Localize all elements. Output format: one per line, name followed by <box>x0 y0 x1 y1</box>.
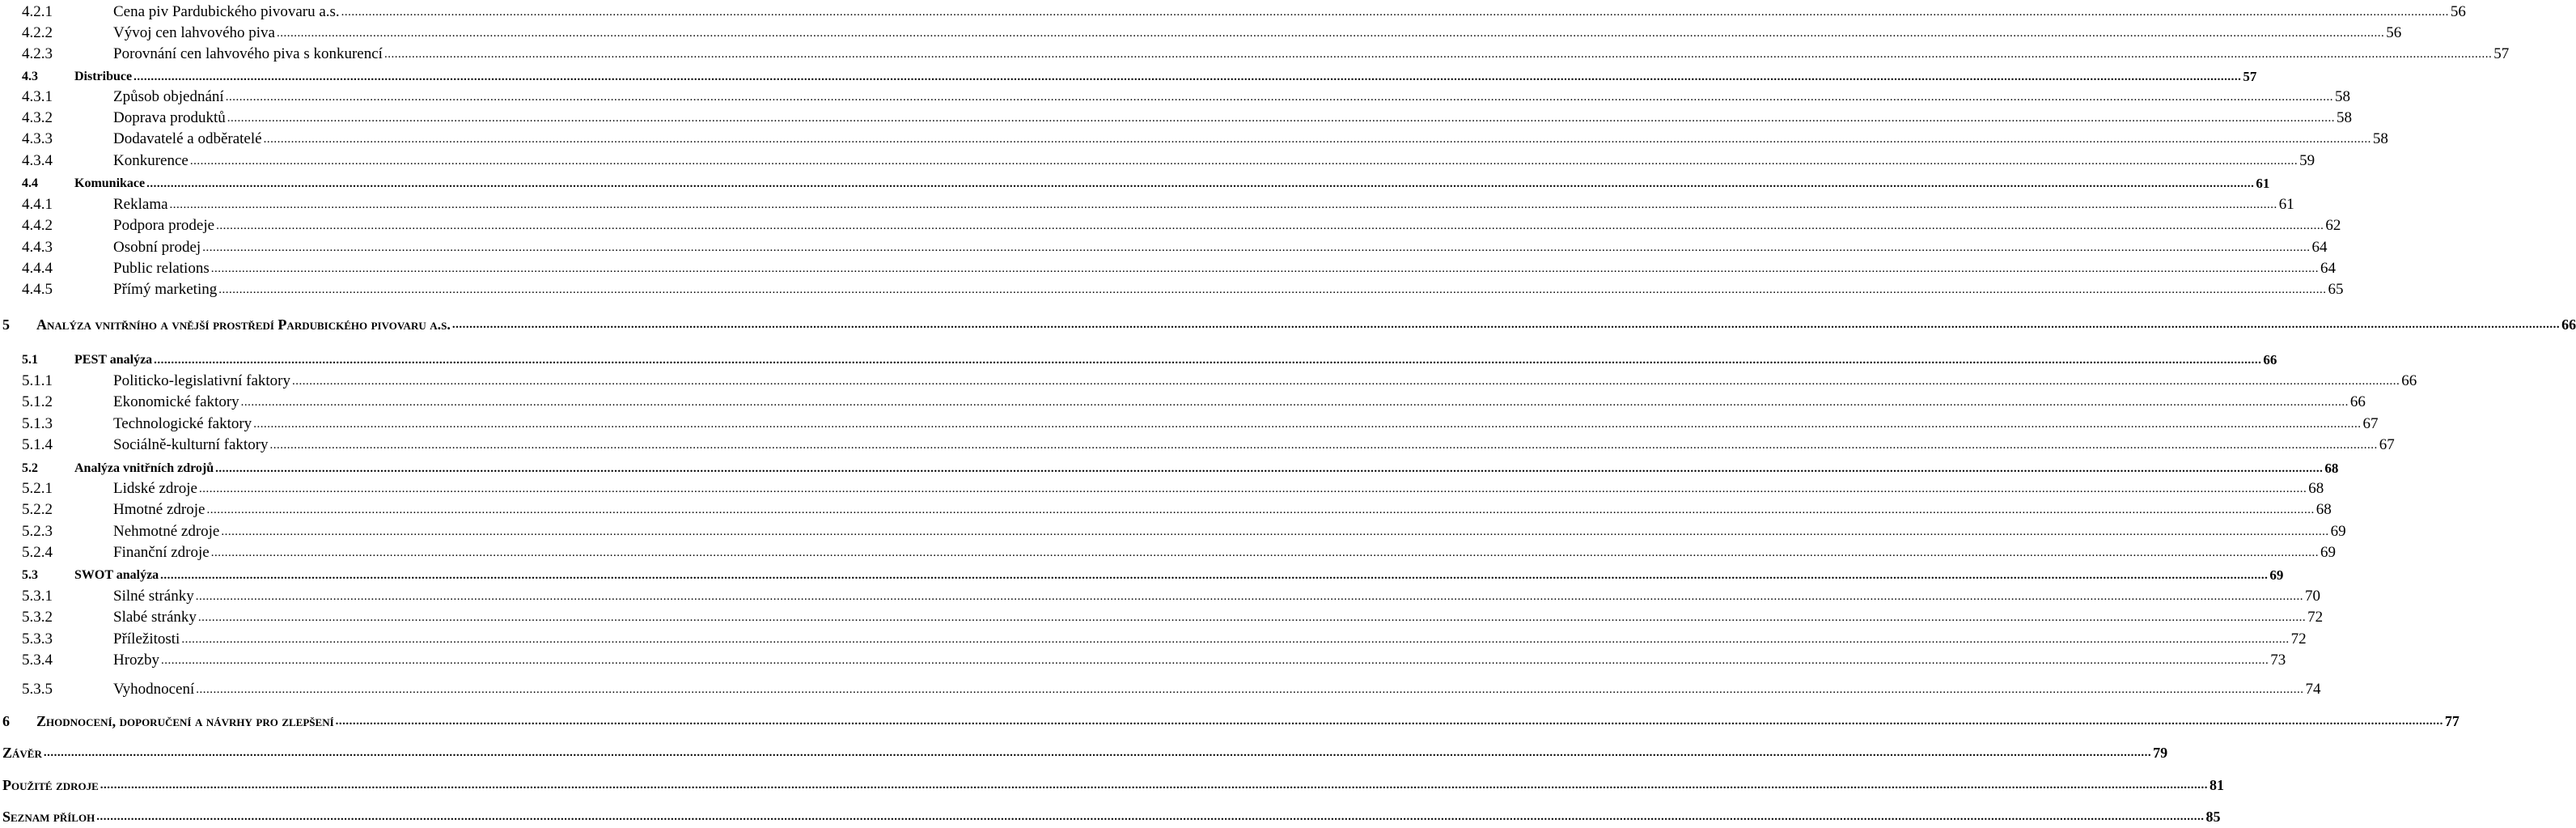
toc-entry-page-number: 66 <box>2263 352 2277 367</box>
toc-entry[interactable] <box>0 149 2315 170</box>
toc-entry-page-number: 72 <box>2307 609 2324 626</box>
toc-dot-leader: ..................................................................................................................................................................................................................................................................................................................................................................................................................................................................................................................................................................................................................................... <box>269 439 2378 452</box>
toc-entry[interactable] <box>0 0 2466 21</box>
toc-dot-leader: ..................................................................................................................................................................................................................................................................................................................................................................................................................................................................................................................................................................................................................................... <box>206 503 2315 516</box>
toc-entry[interactable] <box>0 605 2324 626</box>
toc-entry-title: Porovnání cen lahvového piva s konkurencí <box>113 45 383 62</box>
toc-dot-leader: ..................................................................................................................................................................................................................................................................................................................................................................................................................................................................................................................................................................................................................................... <box>216 219 2324 232</box>
toc-entry[interactable] <box>0 456 2339 478</box>
toc-entry[interactable] <box>0 106 2353 127</box>
toc-dot-leader: ..................................................................................................................................................................................................................................................................................................................................................................................................................................................................................................................................................................................................................................... <box>210 546 2319 559</box>
toc-entry-page-number: 69 <box>2269 567 2284 583</box>
toc-entry-page-number: 57 <box>2243 69 2257 84</box>
toc-dot-leader: ..................................................................................................................................................................................................................................................................................................................................................................................................................................................................................................................................................................................................................................... <box>383 48 2493 61</box>
toc-entry[interactable] <box>0 412 2379 433</box>
toc-entry-number: 5.3 <box>22 568 38 582</box>
toc-entry-number: 4.3.3 <box>22 130 53 147</box>
toc-entry[interactable] <box>0 627 2307 648</box>
toc-entry-number: 5.3.4 <box>22 652 53 669</box>
toc-entry-title: Přímý marketing <box>113 281 218 298</box>
toc-entry-page-number: 66 <box>2349 393 2366 410</box>
toc-entry[interactable] <box>0 709 2459 730</box>
toc-entry[interactable] <box>0 584 2320 605</box>
toc-entry[interactable] <box>0 214 2341 235</box>
toc-dot-leader: ..................................................................................................................................................................................................................................................................................................................................................................................................................................................................................................................................................................................................................................... <box>197 611 2307 624</box>
toc-entry-page-number: 68 <box>2324 461 2339 476</box>
toc-entry-page-number: 62 <box>2325 217 2341 234</box>
toc-entry-title: Závěr <box>2 745 42 761</box>
toc-entry-number: 5.1.4 <box>22 436 53 453</box>
toc-entry[interactable] <box>0 433 2395 454</box>
toc-entry-title: Reklama <box>113 196 168 213</box>
toc-entry-title: Finanční zdroje <box>113 544 210 561</box>
toc-dot-leader: ..................................................................................................................................................................................................................................................................................................................................................................................................................................................................................................................................................................................................................................... <box>210 262 2319 275</box>
toc-entry[interactable] <box>0 312 2576 333</box>
toc-dot-leader: ..................................................................................................................................................................................................................................................................................................................................................................................................................................................................................................................................................................................................................................... <box>154 354 2262 367</box>
toc-entry-title: Zhodnocení, doporučení a návrhy pro zlepšení <box>36 713 334 729</box>
toc-entry-number: 4.2.1 <box>22 3 53 20</box>
toc-entry-number: 4.4.4 <box>22 260 53 277</box>
toc-entry[interactable] <box>0 648 2286 669</box>
toc-entry-page-number: 81 <box>2210 777 2225 793</box>
toc-entry-number: 5.1.3 <box>22 415 53 432</box>
toc-dot-leader: ..................................................................................................................................................................................................................................................................................................................................................................................................................................................................................................................................................................................................................................... <box>218 283 2327 296</box>
toc-dot-leader: ..................................................................................................................................................................................................................................................................................................................................................................................................................................................................................................................................................................................................................................... <box>160 569 2269 582</box>
toc-entry[interactable] <box>0 498 2332 519</box>
toc-entry-page-number: 66 <box>2401 372 2417 389</box>
toc-entry-title: Osobní prodej <box>113 239 201 256</box>
toc-entry-title: Politicko-legislativní faktory <box>113 372 290 389</box>
toc-entry-page-number: 56 <box>2450 3 2466 20</box>
toc-entry-page-number: 64 <box>2311 239 2328 256</box>
toc-entry-page-number: 65 <box>2328 281 2344 298</box>
toc-entry[interactable] <box>0 42 2510 63</box>
toc-dot-leader: ..................................................................................................................................................................................................................................................................................................................................................................................................................................................................................................................................................................................................................................... <box>195 590 2303 603</box>
toc-entry[interactable] <box>0 85 2350 106</box>
toc-dot-leader: ..................................................................................................................................................................................................................................................................................................................................................................................................................................................................................................................................................................................................................................... <box>240 396 2349 409</box>
toc-entry-number: 5.2.2 <box>22 501 53 518</box>
toc-dot-leader: ..................................................................................................................................................................................................................................................................................................................................................................................................................................................................................................................................................................................................................................... <box>227 112 2336 125</box>
toc-entry-number: 5 <box>2 316 10 333</box>
toc-entry-page-number: 67 <box>2379 436 2395 453</box>
toc-entry[interactable] <box>0 257 2336 278</box>
toc-entry[interactable] <box>0 65 2257 86</box>
toc-entry-number: 5.1.2 <box>22 393 53 410</box>
toc-entry[interactable] <box>0 278 2344 299</box>
toc-entry-title: Vyhodnocení <box>113 681 195 698</box>
toc-entry-page-number: 70 <box>2305 588 2320 605</box>
toc-entry-title: Analýza vnitřních zdrojů <box>74 461 214 475</box>
toc-dot-leader: ..................................................................................................................................................................................................................................................................................................................................................................................................................................................................................................................................................................................................................................... <box>335 715 2443 728</box>
toc-dot-leader: ..................................................................................................................................................................................................................................................................................................................................................................................................................................................................................................................................................................................................................................... <box>341 6 2449 19</box>
toc-entry-title: Technologické faktory <box>113 415 252 432</box>
toc-entry-page-number: 58 <box>2337 109 2353 126</box>
toc-entry-page-number: 72 <box>2290 631 2307 648</box>
toc-entry-page-number: 59 <box>2299 152 2315 169</box>
toc-entry-title: Seznam příloh <box>2 809 95 825</box>
toc-entry[interactable] <box>0 563 2284 584</box>
toc-dot-leader: ..................................................................................................................................................................................................................................................................................................................................................................................................................................................................................................................................................................................................................................... <box>263 133 2371 146</box>
toc-entry-number: 5.2 <box>22 461 38 475</box>
toc-entry-title: Použité zdroje <box>2 777 99 793</box>
toc-dot-leader: ..................................................................................................................................................................................................................................................................................................................................................................................................................................................................................................................................................................................................................................... <box>221 525 2329 538</box>
toc-entry-title: Příležitosti <box>113 631 180 648</box>
toc-dot-leader: ..................................................................................................................................................................................................................................................................................................................................................................................................................................................................................................................................................................................................................................... <box>189 155 2298 168</box>
toc-entry[interactable] <box>0 741 2168 762</box>
toc-entry-page-number: 69 <box>2330 523 2346 540</box>
toc-entry[interactable] <box>0 172 2270 193</box>
toc-entry[interactable] <box>0 773 2225 794</box>
toc-entry-title: Slabé stránky <box>113 609 197 626</box>
toc-entry-number: 5.2.1 <box>22 480 53 497</box>
toc-entry-title: Konkurence <box>113 152 189 169</box>
toc-entry-number: 4.4.2 <box>22 217 53 234</box>
toc-entry-number: 5.3.1 <box>22 588 53 605</box>
toc-entry-title: Analýza vnitřního a vnější prostředí Pardubického pivovaru a.s. <box>36 316 451 333</box>
toc-entry-number: 4.3.2 <box>22 109 53 126</box>
toc-entry-page-number: 79 <box>2153 745 2168 761</box>
toc-dot-leader: ..................................................................................................................................................................................................................................................................................................................................................................................................................................................................................................................................................................................................................................... <box>451 318 2561 331</box>
toc-dot-leader: ..................................................................................................................................................................................................................................................................................................................................................................................................................................................................................................................................................................................................................................... <box>100 779 2209 792</box>
toc-entry-number: 4.3.1 <box>22 88 53 105</box>
toc-entry-number: 4.4.3 <box>22 239 53 256</box>
toc-entry-page-number: 61 <box>2256 176 2270 191</box>
toc-dot-leader: ..................................................................................................................................................................................................................................................................................................................................................................................................................................................................................................................................................................................................................................... <box>196 683 2304 696</box>
toc-entry[interactable] <box>0 520 2346 541</box>
toc-entry-title: SWOT analýza <box>74 568 159 582</box>
toc-entry[interactable] <box>0 677 2321 698</box>
toc-entry-page-number: 57 <box>2493 45 2510 62</box>
toc-entry[interactable] <box>0 236 2328 257</box>
toc-entry-title: Ekonomické faktory <box>113 393 239 410</box>
toc-entry-page-number: 61 <box>2278 196 2294 213</box>
toc-entry-number: 5.3.5 <box>22 681 53 698</box>
toc-entry-title: Podpora prodeje <box>113 217 215 234</box>
toc-entry-number: 4.4 <box>22 176 38 190</box>
toc-entry-title: Sociálně-kulturní faktory <box>113 436 269 453</box>
toc-entry-number: 4.2.3 <box>22 45 53 62</box>
toc-entry-page-number: 68 <box>2308 480 2324 497</box>
toc-entry-page-number: 58 <box>2334 88 2350 105</box>
toc-entry-page-number: 74 <box>2305 681 2321 698</box>
toc-dot-leader: ..................................................................................................................................................................................................................................................................................................................................................................................................................................................................................................................................................................................................................................... <box>292 375 2400 388</box>
toc-entry-number: 5.1.1 <box>22 372 53 389</box>
toc-entry-title: Cena piv Pardubického pivovaru a.s. <box>113 3 340 20</box>
toc-entry-number: 5.3.3 <box>22 631 53 648</box>
toc-dot-leader: ..................................................................................................................................................................................................................................................................................................................................................................................................................................................................................................................................................................................................................................... <box>133 70 2242 83</box>
toc-entry[interactable] <box>0 127 2388 148</box>
toc-dot-leader: ..................................................................................................................................................................................................................................................................................................................................................................................................................................................................................................................................................................................................................................... <box>276 27 2385 40</box>
toc-entry-page-number: 56 <box>2386 24 2402 41</box>
toc-entry[interactable] <box>0 369 2417 390</box>
toc-dot-leader: ..................................................................................................................................................................................................................................................................................................................................................................................................................................................................................................................................................................................................................................... <box>202 241 2311 254</box>
toc-entry-page-number: 77 <box>2444 713 2459 729</box>
toc-entry-title: Nehmotné zdroje <box>113 523 220 540</box>
toc-entry-number: 4.4.1 <box>22 196 53 213</box>
toc-entry[interactable] <box>0 348 2277 369</box>
toc-entry-title: Hrozby <box>113 652 159 669</box>
toc-entry-title: Silné stránky <box>113 588 194 605</box>
toc-entry-number: 5.2.4 <box>22 544 53 561</box>
toc-entry[interactable] <box>0 541 2336 562</box>
toc-entry-page-number: 69 <box>2320 544 2336 561</box>
toc-dot-leader: ..................................................................................................................................................................................................................................................................................................................................................................................................................................................................................................................................................................................................................................... <box>198 482 2307 495</box>
toc-entry-title: Způsob objednání <box>113 88 224 105</box>
toc-entry-page-number: 68 <box>2315 501 2332 518</box>
toc-dot-leader: ..................................................................................................................................................................................................................................................................................................................................................................................................................................................................................................................................................................................................................................... <box>146 177 2255 190</box>
toc-dot-leader: ..................................................................................................................................................................................................................................................................................................................................................................................................................................................................................................................................................................................................................................... <box>96 810 2205 823</box>
toc-dot-leader: ..................................................................................................................................................................................................................................................................................................................................................................................................................................................................................................................................................................................................................................... <box>181 633 2290 646</box>
toc-entry-title: Vývoj cen lahvového piva <box>113 24 275 41</box>
toc-dot-leader: ..................................................................................................................................................................................................................................................................................................................................................................................................................................................................................................................................................................................................................................... <box>43 746 2152 759</box>
toc-entry-page-number: 73 <box>2270 652 2286 669</box>
toc-entry[interactable] <box>0 21 2402 42</box>
toc-dot-leader: ..................................................................................................................................................................................................................................................................................................................................................................................................................................................................................................................................................................................................................................... <box>215 462 2324 475</box>
toc-entry-number: 4.4.5 <box>22 281 53 298</box>
toc-entry-page-number: 85 <box>2205 809 2221 825</box>
toc-entry-page-number: 66 <box>2561 316 2576 333</box>
toc-entry-page-number: 58 <box>2372 130 2388 147</box>
toc-entry-number: 4.3.4 <box>22 152 53 169</box>
toc-entry-title: Doprava produktů <box>113 109 226 126</box>
toc-entry-number: 5.1 <box>22 353 38 367</box>
toc-entry-title: Komunikace <box>74 176 146 190</box>
toc-dot-leader: ..................................................................................................................................................................................................................................................................................................................................................................................................................................................................................................................................................................................................................................... <box>160 654 2269 667</box>
toc-entry[interactable] <box>0 390 2366 411</box>
toc-entry[interactable] <box>0 477 2324 498</box>
toc-dot-leader: ..................................................................................................................................................................................................................................................................................................................................................................................................................................................................................................................................................................................................................................... <box>169 198 2277 211</box>
toc-entry-number: 4.2.2 <box>22 24 53 41</box>
toc-entry-number: 4.3 <box>22 70 38 83</box>
toc-entry-title: PEST analýza <box>74 353 153 367</box>
toc-entry-page-number: 64 <box>2320 260 2336 277</box>
toc-entry-title: Distribuce <box>74 70 133 83</box>
toc-entry[interactable] <box>0 805 2221 826</box>
toc-dot-leader: ..................................................................................................................................................................................................................................................................................................................................................................................................................................................................................................................................................................................................................................... <box>225 91 2333 104</box>
toc-entry-number: 6 <box>2 713 10 729</box>
toc-entry-title: Lidské zdroje <box>113 480 197 497</box>
toc-entry-number: 5.2.3 <box>22 523 53 540</box>
toc-dot-leader: ..................................................................................................................................................................................................................................................................................................................................................................................................................................................................................................................................................................................................................................... <box>253 418 2362 431</box>
toc-entry-number: 5.3.2 <box>22 609 53 626</box>
toc-entry-title: Hmotné zdroje <box>113 501 205 518</box>
toc-entry[interactable] <box>0 193 2294 214</box>
toc-entry-page-number: 67 <box>2362 415 2379 432</box>
toc-entry-title: Public relations <box>113 260 210 277</box>
toc-entry-title: Dodavatelé a odběratelé <box>113 130 262 147</box>
